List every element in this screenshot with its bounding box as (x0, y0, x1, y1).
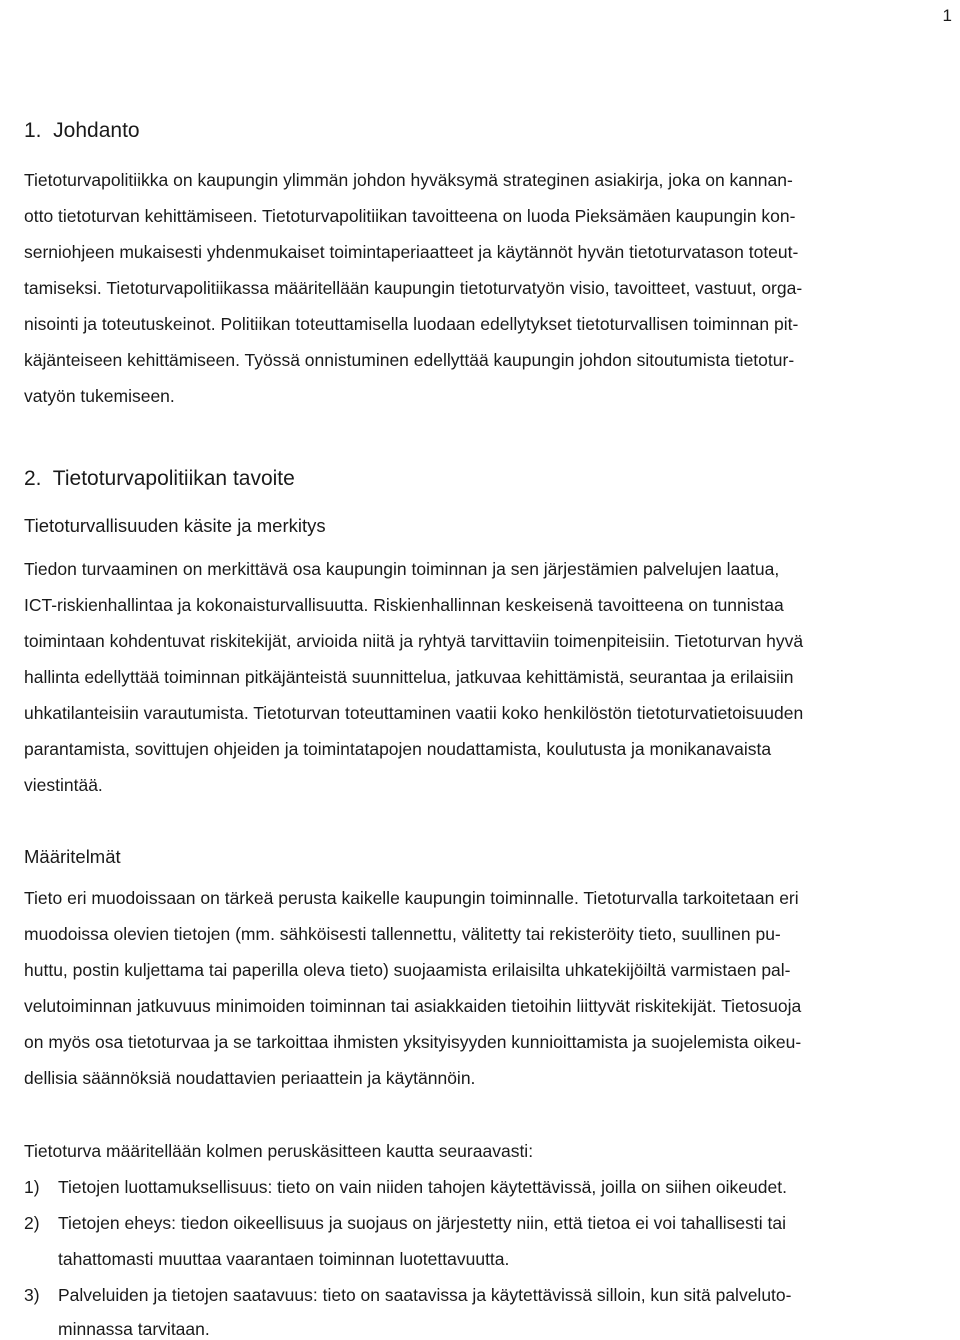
list-item-number: 2) (24, 1213, 40, 1233)
paragraph-line: käjänteiseen kehittämiseen. Työssä onnistuminen edellyttää kaupungin johdon sitoutumista tietotur- (24, 350, 795, 370)
list-item-text: Palveluiden ja tietojen saatavuus: tieto on saatavissa ja käytettävissä silloin, kun sitä palveluto- (58, 1285, 792, 1305)
paragraph-line: toimintaan kohdentuvat riskitekijät, arvioida niitä ja ryhtyä tarvittaviin toimenpiteisiin. Tietoturvan hyvä (24, 631, 804, 651)
list-item-text: minnassa tarvitaan. (58, 1319, 210, 1339)
paragraph-line: uhkatilanteisiin varautumista. Tietoturvan toteuttaminen vaatii koko henkilöstön tietoturvatietoisuuden (24, 703, 804, 723)
section-2-heading: 2. Tietoturvapolitiikan tavoite (24, 467, 295, 490)
paragraph-line: velutoiminnan jatkuvuus minimoiden toiminnan tai asiakkaiden tietoihin liittyvät riskitekijät. Tietosuoja (24, 996, 802, 1016)
subheading-definitions: Määritelmät (24, 846, 121, 867)
paragraph-line: otto tietoturvan kehittämiseen. Tietoturvapolitiikan tavoitteena on luoda Pieksämäen kaupungin kon- (24, 206, 796, 226)
paragraph-line: parantamista, sovittujen ohjeiden ja toimintatapojen noudattamista, koulutusta ja monikanavaista (24, 739, 772, 759)
paragraph-line: serniohjeen mukaisesti yhdenmukaiset toimintaperiaatteet ja käytännöt hyvän tietoturvatason toteut- (24, 242, 799, 262)
list-item-text: Tietojen eheys: tiedon oikeellisuus ja suojaus on järjestetty niin, että tietoa ei voi tahallisesti tai (58, 1213, 786, 1233)
list-item-number: 3) (24, 1285, 40, 1305)
paragraph-line: muodoissa olevien tietojen (mm. sähköisesti tallennettu, välitetty tai rekisteröity tieto, suullinen pu- (24, 924, 781, 944)
list-item-text: tahattomasti muuttaa vaarantaen toiminnan luotettavuutta. (58, 1249, 510, 1269)
paragraph-line: viestintää. (24, 775, 103, 795)
subheading-concept: Tietoturvallisuuden käsite ja merkitys (24, 515, 326, 536)
paragraph-line: Tiedon turvaaminen on merkittävä osa kaupungin toiminnan ja sen järjestämien palvelujen laatua, (24, 559, 780, 579)
list-item-text: Tietojen luottamuksellisuus: tieto on vain niiden tahojen käytettävissä, joilla on siihen oikeudet. (58, 1177, 787, 1197)
paragraph-line: vatyön tukemiseen. (24, 386, 175, 406)
paragraph-line: huttu, postin kuljettama tai paperilla oleva tieto) suojaamista erilaisilta uhkatekijöiltä varmistaen pal- (24, 960, 791, 980)
paragraph-line: Tietoturvapolitiikka on kaupungin ylimmän johdon hyväksymä strateginen asiakirja, joka on kannan- (24, 170, 793, 190)
paragraph-line: Tieto eri muodoissaan on tärkeä perusta kaikelle kaupungin toiminnalle. Tietoturvalla tarkoitetaan eri (24, 888, 799, 908)
paragraph-line: on myös osa tietoturvaa ja se tarkoittaa ihmisten yksityisyyden kunnioittamista ja suojelemista oikeu- (24, 1032, 802, 1052)
list-item-number: 1) (24, 1177, 40, 1197)
paragraph-line: hallinta edellyttää toiminnan pitkäjänteistä suunnittelua, jatkuvaa kehittämistä, seurantaa ja erilaisiin (24, 667, 794, 687)
paragraph-intro: Tietoturva määritellään kolmen peruskäsitteen kautta seuraavasti: (24, 1141, 534, 1161)
paragraph-line: nisointi ja toteutuskeinot. Politiikan toteuttamisella luodaan edellytykset tietoturvallisen toiminnan pit- (24, 314, 799, 334)
paragraph-line: tamiseksi. Tietoturvapolitiikassa määritellään kaupungin tietoturvatyön visio, tavoitteet, vastuut, orga- (24, 278, 803, 298)
paragraph-line: dellisia säännöksiä noudattavien periaattein ja käytännöin. (24, 1068, 476, 1088)
paragraph-line: ICT-riskienhallintaa ja kokonaisturvallisuutta. Riskienhallinnan keskeisenä tavoitteena on tunnistaa (24, 595, 784, 615)
page-number: 1 (942, 6, 952, 25)
section-1-heading: 1. Johdanto (24, 119, 140, 142)
